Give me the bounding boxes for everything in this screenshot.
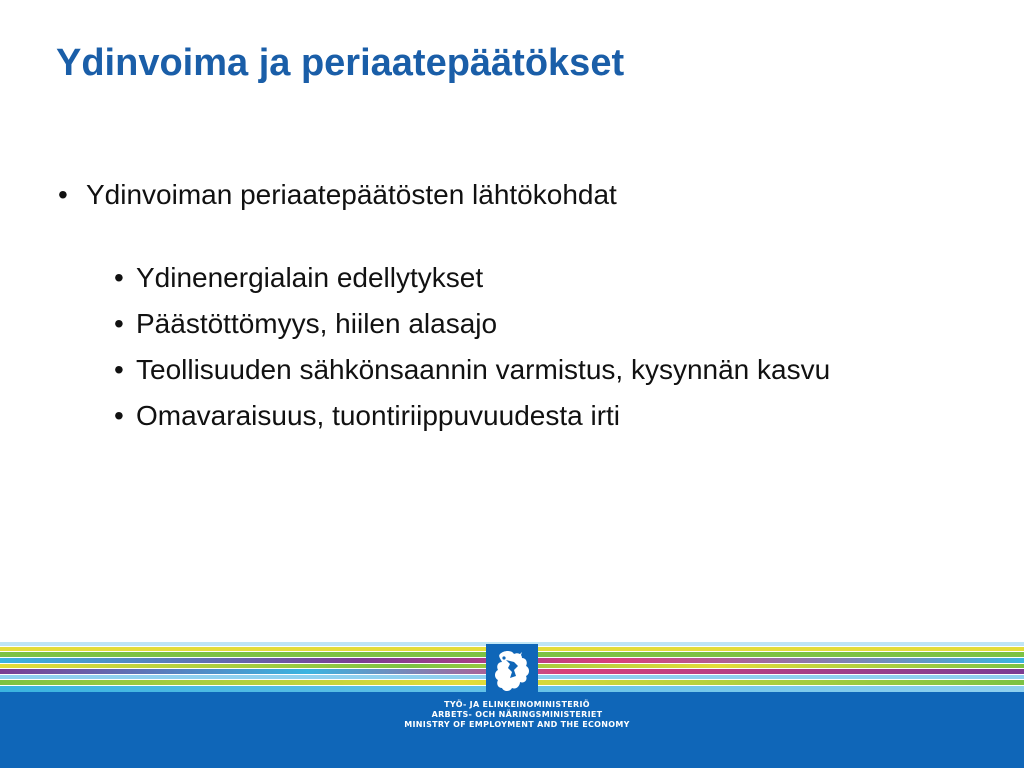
sub-bullet-list (114, 262, 958, 432)
bullet-icon: • (114, 354, 124, 385)
slide-content (58, 176, 958, 446)
sub-bullet-item (114, 400, 958, 432)
ministry-name-fi: TYÖ- JA ELINKEINOMINISTERIÖ (444, 700, 590, 709)
bullet-icon: • (114, 262, 124, 293)
sub-bullet-item (114, 308, 958, 340)
bullet-icon: • (114, 400, 124, 431)
main-bullet-item (58, 176, 958, 214)
sub-bullet-item (114, 354, 896, 386)
sub-bullet-text: Omavaraisuus, tuontiriippuvuudesta irti (136, 400, 621, 431)
bullet-icon: • (58, 179, 68, 210)
sub-bullet-item (114, 262, 958, 294)
slide-title: Ydinvoima ja periaatepäätökset (56, 42, 625, 84)
sub-bullet-text: Ydinenergialain edellytykset (136, 262, 484, 293)
finnish-lion-emblem-icon (486, 644, 538, 696)
main-bullet-text: Ydinvoiman periaatepäätösten lähtökohdat (86, 179, 617, 210)
ministry-name-en: MINISTRY OF EMPLOYMENT AND THE ECONOMY (404, 720, 630, 729)
ministry-footer (0, 642, 1024, 768)
sub-bullet-text: Päästöttömyys, hiilen alasajo (136, 308, 498, 339)
bullet-icon: • (114, 308, 124, 339)
ministry-name (0, 700, 1024, 730)
sub-bullet-text: Teollisuuden sähkönsaannin varmistus, kysynnän kasvu (136, 354, 831, 385)
ministry-name-sv: ARBETS- OCH NÄRINGSMINISTERIET (431, 710, 603, 719)
